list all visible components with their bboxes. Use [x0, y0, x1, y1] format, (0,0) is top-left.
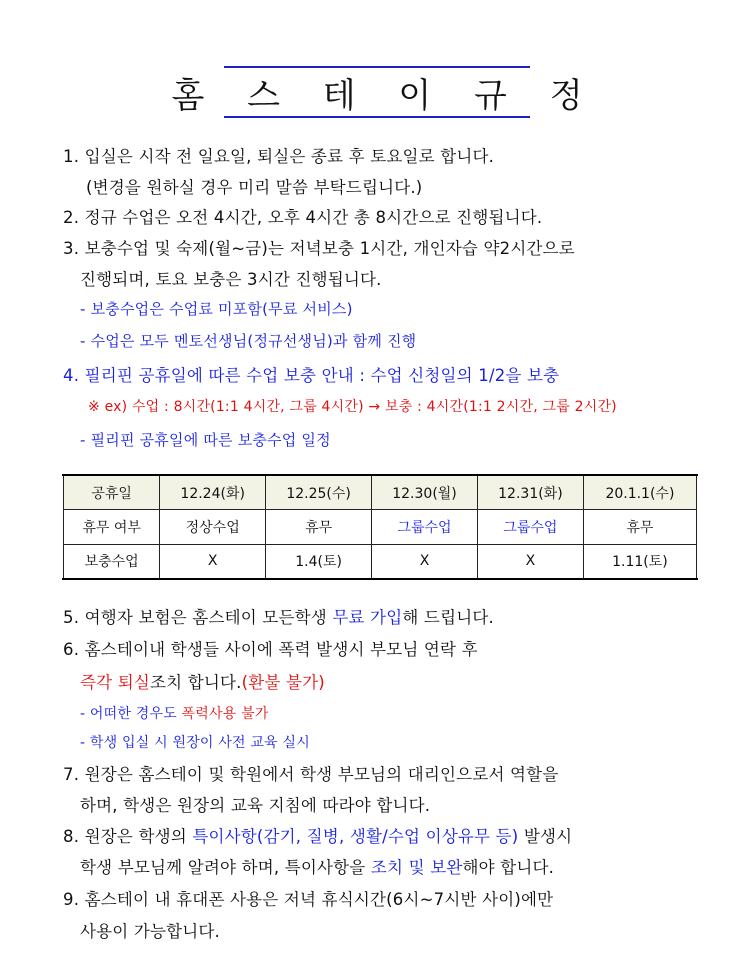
rule-8-text-a: 8. 원장은 학생의	[63, 827, 193, 846]
table-cell: X	[160, 544, 266, 578]
table-bottom-border	[62, 578, 698, 580]
table-cell: 1.11(토)	[583, 544, 696, 578]
rule-8-cont	[80, 854, 554, 878]
table-header-cell: 12.31(화)	[477, 476, 583, 510]
rule-6-cont	[80, 669, 325, 693]
rule-8-cont-text-c: 해야 합니다.	[462, 858, 555, 877]
rule-8-text-c: 발생시	[518, 827, 573, 846]
table-header-cell: 공휴일	[64, 476, 160, 510]
rule-8-cont-text-a: 학생 부모님께 알려야 하며, 특이사항을	[80, 858, 371, 877]
rule-8	[63, 823, 572, 847]
rule-4-example: ※ ex) 수업 : 8시간(1:1 4시간, 그룹 4시간) → 보충 : 4시간(1:1 2시간, 그룹 2시간)	[88, 399, 617, 415]
table-cell: 휴무 여부	[64, 510, 160, 544]
rule-5-text-a: 5. 여행자 보험은 홈스테이 모든학생	[63, 608, 333, 627]
table-cell: 1.4(토)	[266, 544, 372, 578]
rule-3: 3. 보충수업 및 숙제(월~금)는 저녁보충 1시간, 개인자습 약2시간으로	[63, 239, 575, 258]
rule-4: 4. 필리핀 공휴일에 따른 수업 보충 안내 : 수업 신청일의 1/2을 보충	[63, 366, 560, 385]
rule-5-highlight: 무료 가입	[332, 608, 403, 627]
table-top-border	[62, 474, 698, 476]
rule-6: 6. 홈스테이내 학생들 사이에 폭력 발생시 부모님 연락 후	[63, 640, 478, 659]
rule-9-cont: 사용이 가능합니다.	[80, 922, 221, 941]
table-cell: 보충수업	[64, 544, 160, 578]
table-header-cell: 12.24(화)	[160, 476, 266, 510]
table-cell: X	[477, 544, 583, 578]
rule-6-highlight-2: (환불 불가)	[241, 673, 325, 692]
rule-8-highlight: 특이사항(감기, 질병, 생활/수업 이상유무 등)	[192, 827, 519, 846]
rule-3-sub-1: - 보충수업은 수업료 미포함(무료 서비스)	[80, 300, 353, 318]
table-header-cell: 12.30(월)	[372, 476, 478, 510]
table-header-cell: 20.1.1(수)	[583, 476, 696, 510]
rule-2: 2. 정규 수업은 오전 4시간, 오후 4시간 총 8시간으로 진행됩니다.	[63, 208, 543, 227]
rule-6-sub-1	[80, 703, 269, 723]
rule-5-text-c: 해 드립니다.	[402, 608, 494, 627]
table-cell: X	[372, 544, 478, 578]
table-cell: 휴무	[583, 510, 696, 544]
table-cell: 그룹수업	[477, 510, 583, 544]
table-cell: 정상수업	[160, 510, 266, 544]
rule-9: 9. 홈스테이 내 휴대폰 사용은 저녁 휴식시간(6시~7시반 사이)에만	[63, 890, 554, 909]
rule-5	[63, 604, 494, 628]
table-cell: 그룹수업	[372, 510, 478, 544]
rule-1: 1. 입실은 시작 전 일요일, 퇴실은 종료 후 토요일로 합니다.	[63, 147, 495, 166]
rule-6-sub-2: - 학생 입실 시 원장이 사전 교육 실시	[80, 735, 310, 751]
rule-6-highlight-1: 즉각 퇴실	[80, 673, 151, 692]
rule-3-sub-2: - 수업은 모두 멘토선생님(정규선생님)과 함께 진행	[80, 332, 417, 350]
table-row	[64, 544, 697, 578]
table-row	[64, 510, 697, 544]
rule-3-cont: 진행되며, 토요 보충은 3시간 진행됩니다.	[80, 270, 382, 289]
rule-8-cont-highlight: 조치 및 보완	[370, 858, 463, 877]
rule-7: 7. 원장은 홈스테이 및 학원에서 학생 부모님의 대리인으로서 역할을	[63, 765, 559, 784]
title-box	[171, 66, 599, 118]
table-header-cell: 12.25(수)	[266, 476, 372, 510]
table-cell: 휴무	[266, 510, 372, 544]
page-title: 홈 스 테 이 규 정	[171, 75, 599, 116]
rule-6-sub-1-text: - 어떠한 경우도	[80, 706, 182, 722]
rule-7-cont: 하며, 학생은 원장의 교육 지침에 따라야 합니다.	[80, 796, 431, 815]
holiday-table	[63, 475, 697, 579]
rule-6-text: 조치 합니다.	[150, 673, 242, 692]
rule-1-note: (변경을 원하실 경우 미리 말씀 부탁드립니다.)	[86, 178, 423, 197]
rule-4-sub: - 필리핀 공휴일에 따른 보충수업 일정	[80, 431, 331, 449]
rule-6-sub-1-highlight: 폭력사용 불가	[181, 706, 269, 722]
table-header-row	[64, 476, 697, 510]
